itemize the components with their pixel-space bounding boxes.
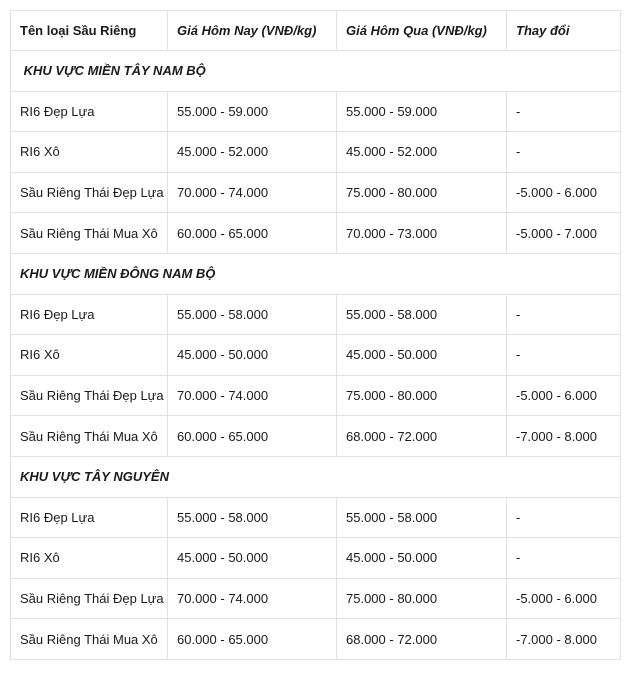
- cell-price-change: -: [507, 132, 621, 173]
- region-title: KHU VỰC MIỀN ĐÔNG NAM BỘ: [11, 253, 621, 294]
- cell-variety-name: RI6 Xô: [11, 335, 168, 376]
- cell-yesterday-price: 75.000 - 80.000: [337, 375, 507, 416]
- cell-price-change: -5.000 - 7.000: [507, 213, 621, 254]
- header-name: Tên loại Sầu Riêng: [11, 11, 168, 51]
- cell-variety-name: RI6 Đẹp Lựa: [11, 497, 168, 538]
- cell-today-price: 70.000 - 74.000: [168, 172, 337, 213]
- cell-yesterday-price: 45.000 - 50.000: [337, 538, 507, 579]
- cell-variety-name: Sầu Riêng Thái Đẹp Lựa: [11, 578, 168, 619]
- table-row: [11, 619, 621, 660]
- table-row: [11, 294, 621, 335]
- table-row: [11, 416, 621, 457]
- cell-today-price: 45.000 - 50.000: [168, 335, 337, 376]
- region-header-row: [11, 456, 621, 497]
- cell-yesterday-price: 70.000 - 73.000: [337, 213, 507, 254]
- cell-variety-name: Sầu Riêng Thái Mua Xô: [11, 416, 168, 457]
- table-row: [11, 578, 621, 619]
- cell-today-price: 60.000 - 65.000: [168, 213, 337, 254]
- durian-price-table: [10, 10, 621, 660]
- region-header-row: [11, 253, 621, 294]
- region-title: KHU VỰC MIỀN TÂY NAM BỘ: [11, 51, 621, 92]
- region-title: KHU VỰC TÂY NGUYÊN: [11, 456, 621, 497]
- cell-price-change: -7.000 - 8.000: [507, 619, 621, 660]
- table-row: [11, 172, 621, 213]
- table-row: [11, 497, 621, 538]
- region-header-row: [11, 51, 621, 92]
- cell-today-price: 55.000 - 59.000: [168, 91, 337, 132]
- cell-price-change: -: [507, 497, 621, 538]
- cell-variety-name: RI6 Đẹp Lựa: [11, 91, 168, 132]
- cell-variety-name: Sầu Riêng Thái Mua Xô: [11, 619, 168, 660]
- header-today-price: Giá Hôm Nay (VNĐ/kg): [168, 11, 337, 51]
- table-row: [11, 538, 621, 579]
- header-change: Thay đổi: [507, 11, 621, 51]
- cell-today-price: 45.000 - 52.000: [168, 132, 337, 173]
- cell-today-price: 55.000 - 58.000: [168, 294, 337, 335]
- cell-price-change: -: [507, 91, 621, 132]
- table-header-row: [11, 11, 621, 51]
- table-body: [11, 51, 621, 660]
- cell-price-change: -: [507, 538, 621, 579]
- cell-price-change: -7.000 - 8.000: [507, 416, 621, 457]
- cell-yesterday-price: 68.000 - 72.000: [337, 416, 507, 457]
- table-row: [11, 375, 621, 416]
- cell-variety-name: RI6 Xô: [11, 538, 168, 579]
- cell-variety-name: RI6 Đẹp Lựa: [11, 294, 168, 335]
- table-row: [11, 213, 621, 254]
- cell-price-change: -: [507, 335, 621, 376]
- header-yesterday-price: Giá Hôm Qua (VNĐ/kg): [337, 11, 507, 51]
- cell-today-price: 45.000 - 50.000: [168, 538, 337, 579]
- cell-yesterday-price: 45.000 - 50.000: [337, 335, 507, 376]
- price-table-container: [10, 10, 620, 660]
- cell-price-change: -5.000 - 6.000: [507, 172, 621, 213]
- cell-yesterday-price: 45.000 - 52.000: [337, 132, 507, 173]
- cell-today-price: 60.000 - 65.000: [168, 619, 337, 660]
- cell-today-price: 55.000 - 58.000: [168, 497, 337, 538]
- cell-today-price: 70.000 - 74.000: [168, 375, 337, 416]
- cell-yesterday-price: 68.000 - 72.000: [337, 619, 507, 660]
- cell-price-change: -: [507, 294, 621, 335]
- cell-yesterday-price: 75.000 - 80.000: [337, 172, 507, 213]
- cell-today-price: 60.000 - 65.000: [168, 416, 337, 457]
- cell-yesterday-price: 55.000 - 58.000: [337, 294, 507, 335]
- table-row: [11, 335, 621, 376]
- table-row: [11, 132, 621, 173]
- cell-variety-name: Sầu Riêng Thái Đẹp Lựa: [11, 375, 168, 416]
- cell-price-change: -5.000 - 6.000: [507, 578, 621, 619]
- cell-variety-name: RI6 Xô: [11, 132, 168, 173]
- cell-yesterday-price: 55.000 - 58.000: [337, 497, 507, 538]
- table-row: [11, 91, 621, 132]
- cell-price-change: -5.000 - 6.000: [507, 375, 621, 416]
- cell-variety-name: Sầu Riêng Thái Đẹp Lựa: [11, 172, 168, 213]
- cell-yesterday-price: 55.000 - 59.000: [337, 91, 507, 132]
- cell-yesterday-price: 75.000 - 80.000: [337, 578, 507, 619]
- cell-today-price: 70.000 - 74.000: [168, 578, 337, 619]
- cell-variety-name: Sầu Riêng Thái Mua Xô: [11, 213, 168, 254]
